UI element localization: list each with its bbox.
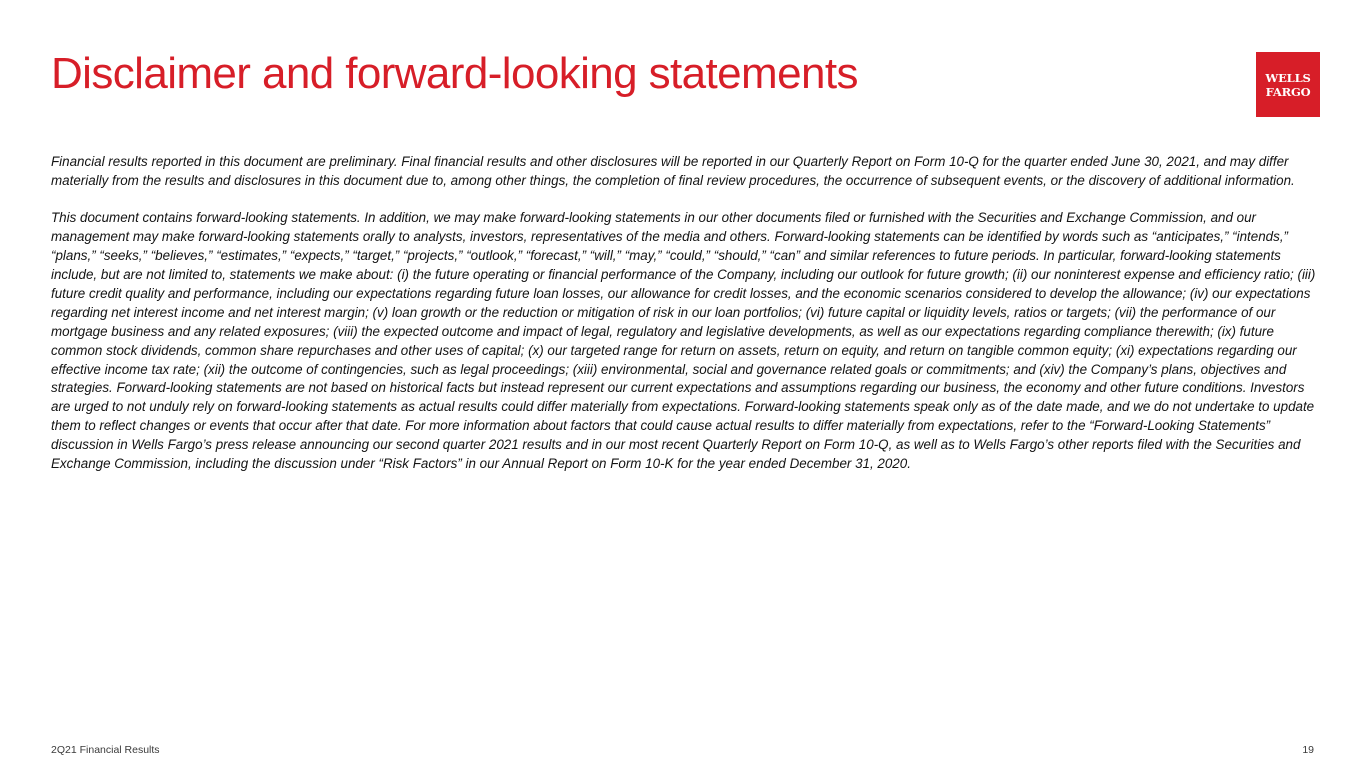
page-number: 19 (1302, 744, 1314, 756)
logo-line-2: FARGO (1265, 84, 1311, 99)
page-title: Disclaimer and forward-looking statements (51, 49, 858, 98)
disclaimer-body (51, 153, 1316, 474)
logo-line-1: WELLS (1265, 70, 1311, 85)
forward-looking-statements-paragraph: This document contains forward-looking statements. In addition, we may make forward-looking statements in our other documents filed or furnished with the Securities and Exchange Commission, and our management may make forward-looking statements orally to analysts, investors, representatives of the media and others. Forward-looking statements can be identified by words such as “anticipates,” “intends,” “plans,” “seeks,” “believes,” “estimates,” “expects,” “target,” “projects,” “outlook,” “forecast,” “will,” “may,” “could,” “should,” “can” and similar references to future periods. In particular, forward-looking statements include, but are not limited to, statements we make about: (i) the future operating or financial performance of the Company, including our outlook for future growth; (ii) our noninterest expense and efficiency ratio; (iii) future credit quality and performance, including our expectations regarding future loan losses, our allowance for credit losses, and the economic scenarios considered to develop the allowance; (iv) our expectations regarding net interest income and net interest margin; (v) loan growth or the reduction or mitigation of risk in our loan portfolios; (vi) future capital or liquidity levels, ratios or targets; (vii) the performance of our mortgage business and any related exposures; (viii) the expected outcome and impact of legal, regulatory and legislative developments, as well as our expectations regarding compliance therewith; (ix) future common stock dividends, common share repurchases and other uses of capital; (x) our targeted range for return on assets, return on equity, and return on tangible common equity; (xi) expectations regarding our effective income tax rate; (xii) the outcome of contingencies, such as legal proceedings; (xiii) environmental, social and governance related goals or commitments; and (xiv) the Company’s plans, objectives and strategies. Forward-looking statements are not based on historical facts but instead represent our current expectations and assumptions regarding our business, the economy and other future conditions. Investors are urged to not unduly rely on forward-looking statements as actual results could differ materially from expectations. Forward-looking statements speak only as of the date made, and we do not undertake to update them to reflect changes or events that occur after that date. For more information about factors that could cause actual results to differ materially from expectations, refer to the “Forward-Looking Statements” discussion in Wells Fargo’s press release announcing our second quarter 2021 results and in our most recent Quarterly Report on Form 10-Q, as well as to Wells Fargo’s other reports filed with the Securities and Exchange Commission, including the discussion under “Risk Factors” in our Annual Report on Form 10-K for the year ended December 31, 2020. (51, 210, 1316, 472)
footer-report-name: 2Q21 Financial Results (51, 744, 160, 756)
preliminary-results-paragraph: Financial results reported in this document are preliminary. Final financial results and other disclosures will be reported in our Quarterly Report on Form 10-Q for the quarter ended June 30, 2021, and may differ materially from the results and disclosures in this document due to, among other things, the completion of final review procedures, the occurrence of subsequent events, or the discovery of additional information. (51, 154, 1295, 188)
wells-fargo-logo (1256, 52, 1320, 117)
